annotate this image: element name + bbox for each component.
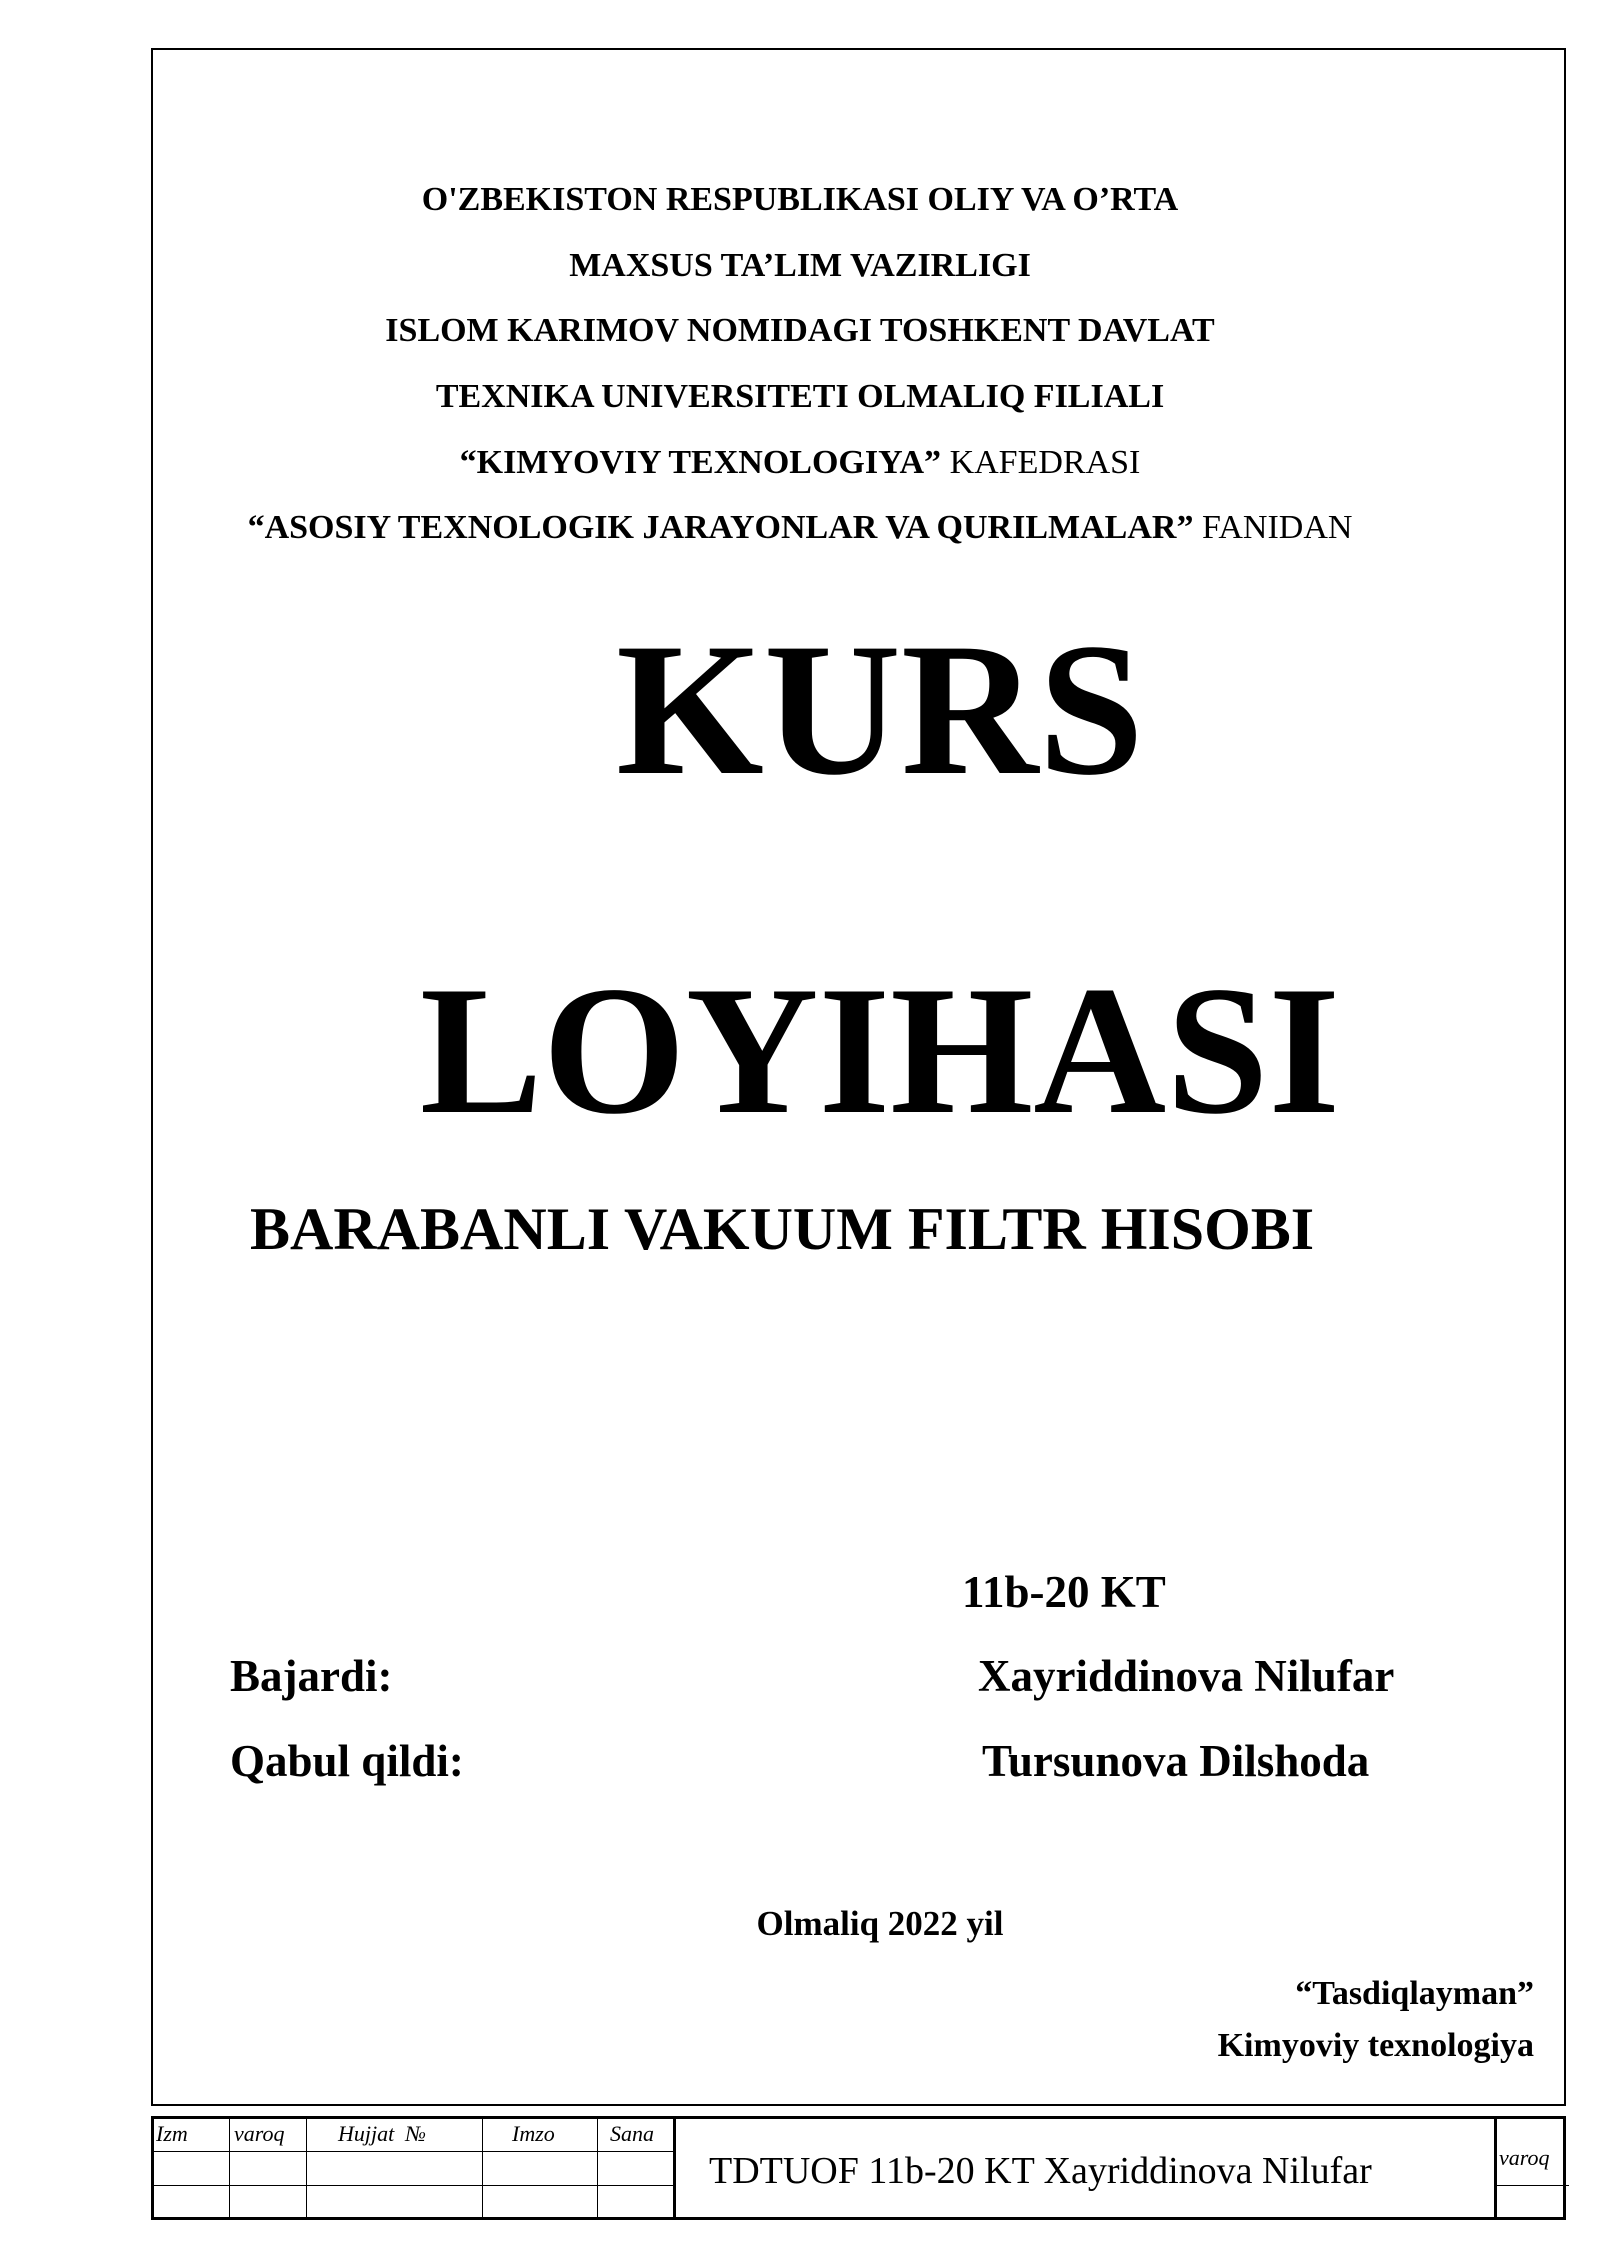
header-line-5 (0, 443, 1600, 483)
stamp-header-sana: Sana (610, 2121, 654, 2146)
place-year: Olmaliq 2022 yil (756, 1904, 1004, 1943)
header-line-3: ISLOM KARIMOV NOMIDAGI TOSHKENT DAVLAT (385, 312, 1215, 349)
accepted-label: Qabul qildi: (230, 1736, 464, 1786)
stamp-divider (229, 2119, 230, 2217)
department-name: “KIMYOVIY TEXNOLOGIYA” (459, 444, 942, 481)
stamp-divider (482, 2119, 483, 2217)
stamp-divider (597, 2119, 598, 2217)
performed-label: Bajardi: (230, 1651, 393, 1701)
stamp-header-hujjat: Hujjat № (338, 2121, 426, 2146)
group-code: 11b-20 KT (962, 1567, 1166, 1617)
approval-title: “Tasdiqlayman” (1295, 1975, 1534, 2012)
title-line-1: KURS (616, 605, 1144, 815)
stamp-header-imzo: Imzo (512, 2121, 555, 2146)
stamp-divider (1494, 2119, 1497, 2217)
department-suffix: KAFEDRASI (949, 444, 1141, 481)
title-block-stamp (151, 2116, 1566, 2220)
accepted-name: Tursunova Dilshoda (982, 1736, 1370, 1786)
stamp-divider (673, 2119, 676, 2217)
title-line-2: LOYIHASI (419, 948, 1341, 1152)
subject-suffix: FANIDAN (1201, 509, 1353, 546)
stamp-divider (306, 2119, 307, 2217)
stamp-row-line (154, 2185, 673, 2186)
stamp-row-line (154, 2151, 673, 2152)
stamp-header-izm: Izm (156, 2121, 188, 2146)
stamp-header-varoq: varoq (234, 2121, 285, 2146)
header-line-1: O'ZBEKISTON RESPUBLIKASI OLIY VA O’RTA (421, 181, 1179, 218)
header-line-4: TEXNIKA UNIVERSITETI OLMALIQ FILIALI (435, 378, 1165, 415)
header-line-6 (0, 508, 1600, 548)
approval-block (1218, 1968, 1534, 2072)
performed-name: Xayriddinova Nilufar (978, 1651, 1395, 1701)
stamp-document-code: TDTUOF 11b-20 KT Xayriddinova Nilufar (709, 2150, 1372, 2192)
approval-department: Kimyoviy texnologiya (1217, 2027, 1534, 2064)
stamp-row-line (1494, 2185, 1569, 2186)
subject-name: “ASOSIY TEXNOLOGIK JARAYONLAR VA QURILMALAR” (247, 509, 1194, 546)
header-line-2: MAXSUS TA’LIM VAZIRLIGI (569, 247, 1031, 284)
stamp-sheet-label: varoq (1499, 2145, 1550, 2170)
project-topic: BARABANLI VAKUUM FILTR HISOBI (250, 1196, 1315, 1262)
